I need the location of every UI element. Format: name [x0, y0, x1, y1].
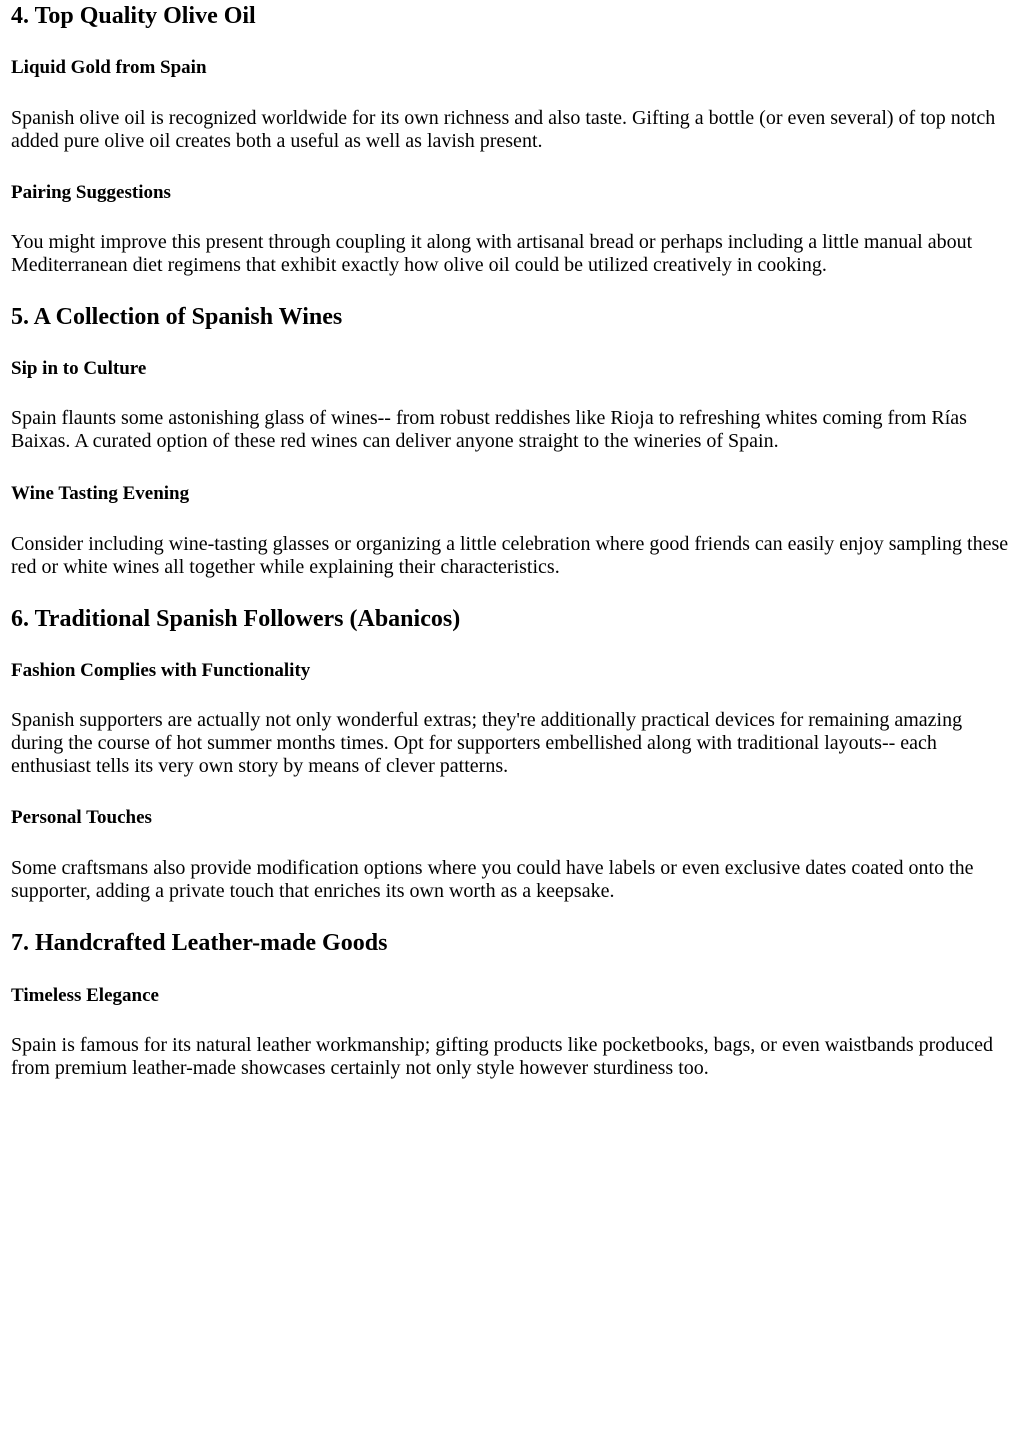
paragraph-liquid-gold: Spanish olive oil is recognized worldwide for its own richness and also taste. Gifting a bottle (or even several) of top notch added pure olive oil creates both a useful as well as lavish present.	[11, 107, 996, 152]
subsection-title-sip-culture: Sip in to Culture	[11, 358, 147, 379]
subsection-title-pairing: Pairing Suggestions	[11, 182, 171, 203]
section-heading-leather: 7. Handcrafted Leather-made Goods	[11, 930, 388, 956]
paragraph-fashion: Spanish supporters are actually not only wonderful extras; they're additionally practical devices for remaining amazing during the course of hot summer months times. Opt for supporters embellished along with traditional layouts-- each enthusiast tells its very own story by means of clever patterns.	[11, 709, 963, 777]
subsection-title-timeless-elegance: Timeless Elegance	[11, 985, 159, 1006]
subsection-title-liquid-gold: Liquid Gold from Spain	[11, 57, 207, 78]
section-heading-wines: 5. A Collection of Spanish Wines	[11, 304, 343, 330]
paragraph-pairing: You might improve this present through coupling it along with artisanal bread or perhaps including a little manual about Mediterranean diet regimens that exhibit exactly how olive oil could be utilized creatively in cooking.	[11, 231, 973, 276]
subsection-title-personal-touches: Personal Touches	[11, 807, 152, 828]
section-heading-fans: 6. Traditional Spanish Followers (Abanicos)	[11, 606, 461, 632]
subsection-title-wine-tasting: Wine Tasting Evening	[11, 483, 190, 504]
paragraph-sip-culture: Spain flaunts some astonishing glass of wines-- from robust reddishes like Rioja to refreshing whites coming from Rías Baixas. A curated option of these red wines can deliver anyone straight to the wineries of Spain.	[11, 407, 967, 452]
paragraph-wine-tasting: Consider including wine-tasting glasses or organizing a little celebration where good friends can easily enjoy sampling these red or white wines all together while explaining their characteristics.	[11, 533, 1009, 578]
section-heading-olive-oil: 4. Top Quality Olive Oil	[11, 3, 256, 29]
subsection-title-fashion: Fashion Complies with Functionality	[11, 660, 311, 681]
paragraph-personal-touches: Some craftsmans also provide modification options where you could have labels or even exclusive dates coated onto the supporter, adding a private touch that enriches its own worth as a keepsake.	[11, 857, 974, 902]
paragraph-timeless-elegance: Spain is famous for its natural leather workmanship; gifting products like pocketbooks, bags, or even waistbands produced from premium leather-made showcases certainly not only style however sturdiness too.	[11, 1034, 994, 1079]
